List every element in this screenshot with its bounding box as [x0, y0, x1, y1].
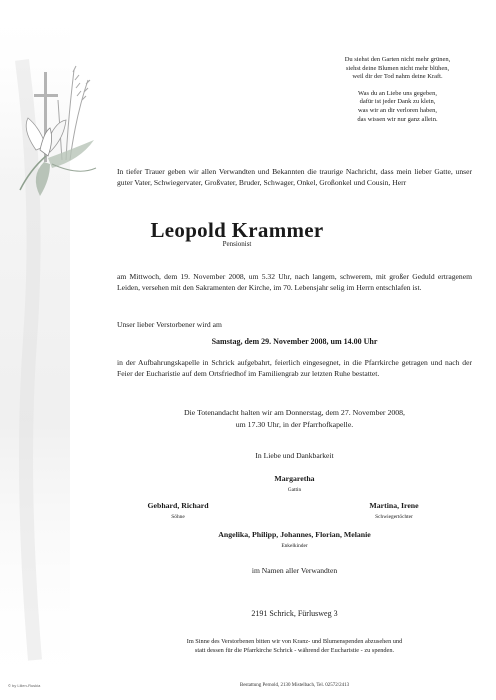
deceased-occupation: Pensionist — [222, 240, 252, 248]
poem-stanza-2 — [310, 90, 485, 124]
poem-line: Was du an Liebe uns gegeben, — [358, 89, 437, 97]
poem-line: weil dir der Tod nahm deine Kraft. — [352, 73, 443, 81]
mourner-role: Gattin — [287, 487, 302, 493]
mourner-name: Angelika, Philipp, Johannes, Florian, Melanie — [218, 530, 371, 539]
mourner-daughters-in-law — [334, 495, 454, 520]
poem-line: siehst deine Blumen nicht mehr blühen, — [345, 64, 450, 72]
mourner-grandchildren — [117, 524, 472, 549]
poem-line: das wissen wir nur ganz allein. — [357, 115, 438, 123]
rosary-line: um 17.30 Uhr, in der Pfarrhofkapelle. — [235, 419, 354, 429]
donation-request — [117, 638, 472, 655]
relatives-line: im Namen aller Verwandten — [251, 566, 338, 575]
poem-line: Du siehst den Garten nicht mehr grünen, — [344, 56, 451, 63]
mourner-name: Margaretha — [274, 474, 315, 483]
mourner-wife — [117, 468, 472, 493]
poem-stanza-1 — [310, 56, 485, 82]
rosary-line: Die Totenandacht halten wir am Donnerstag, dem 27. November 2008, — [183, 408, 406, 417]
burial-details: in der Aufbahrungskapelle in Schrick aufgebahrt, feierlich eingesegnet, in die Pfarrkirche getragen und nach der Feier der Eucharistie auf dem Ortsfriedhof im Familiengrab zur letzten Ruhe bestattet. — [117, 358, 472, 378]
funeral-date: Samstag, dem 29. November 2008, um 14.00 Uhr — [211, 337, 378, 346]
poem — [310, 56, 485, 132]
mourner-name: Gebhard, Richard — [147, 501, 209, 510]
poem-line: dafür ist jeder Dank zu klein, — [359, 98, 436, 106]
donation-line: Im Sinne des Verstorbenen bitten wir von Kranz- und Blumenspenden abzusehen und — [186, 638, 403, 645]
family-address: 2191 Schrick, Fürlusweg 3 — [251, 609, 338, 618]
rosary-notice — [117, 407, 472, 430]
mourners-heading: In Liebe und Dankbarkeit — [255, 451, 334, 460]
death-notice: am Mittwoch, dem 19. November 2008, um 5.32 Uhr, nach langem, schwerem, mit großer Geduld ertragenem Leiden, versehen mit den Sakramenten der Kirche, im 70. Lebensjahr selig im Herrn entschlafen ist. — [117, 272, 472, 292]
donation-line: statt dessen für die Pfarrkirche Schrick - während der Eucharistie - zu spenden. — [194, 646, 395, 654]
deceased-name: Leopold Krammer — [150, 218, 324, 242]
mourner-name: Martina, Irene — [369, 501, 419, 510]
copyright-note: © by Lilien-Ruskia — [8, 683, 41, 688]
mourner-role: Schwiegertöchter — [375, 514, 413, 520]
mourner-sons — [118, 495, 238, 520]
mourner-role: Enkelkinder — [281, 543, 308, 549]
funeral-intro: Unser lieber Verstorbener wird am — [117, 320, 222, 329]
funeral-home-info: Bestattung Pernold, 2130 Mistelbach, Tel. 02572/2413 — [239, 683, 350, 688]
poem-line: was wir an dir verloren haben, — [357, 106, 438, 114]
mourner-role: Söhne — [171, 514, 185, 520]
announcement-intro: In tiefer Trauer geben wir allen Verwandten und Bekannten die traurige Nachricht, dass mein lieber Gatte, unser guter Vater, Schwiegervater, Großvater, Bruder, Schwager, Onkel, Großonkel und Cousin, Herr — [117, 167, 472, 187]
cross-lily-decoration — [0, 0, 110, 700]
